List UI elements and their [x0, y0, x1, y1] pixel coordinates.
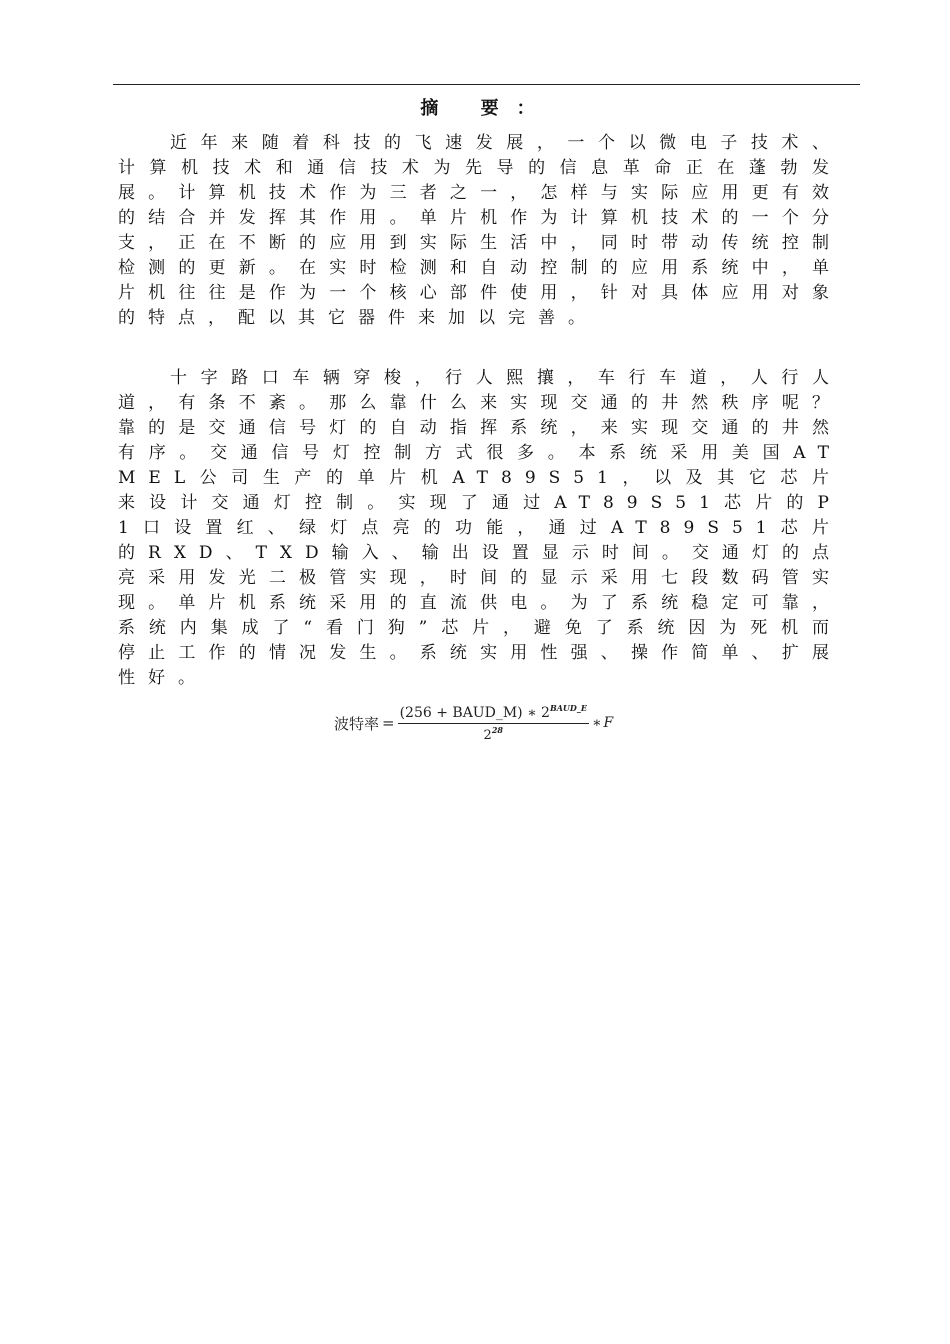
denominator-base: 2 [483, 728, 492, 743]
abstract-paragraph-1: 近年来随着科技的飞速发展，一个以微电子技术、计算机技术和通信技术为先导的信息革命正在蓬勃发展。计算机技术作为三者之一，怎样与实际应用更有效的结合并发挥其作用。单片机作为计算机技术的一个分支，正在不断的应用到实际生活中，同时带动传统控制检测的更新。在实时检测和自动控制的应用系统中，单片机往往是作为一个核心部件使用，针对具体应用对象的特点，配以其它器件来加以完善。 [118, 133, 842, 328]
header-rule [113, 84, 860, 85]
abstract-heading: 摘 要： [420, 98, 553, 119]
formula-fraction [398, 703, 589, 743]
formula-denominator [484, 724, 503, 743]
numerator-base: (256 + BAUD_M) ∗ 2 [399, 705, 550, 721]
formula-tail-variable: F [603, 715, 614, 731]
abstract-paragraph-2: 十字路口车辆穿梭，行人熙攘，车行车道，人行人道，有条不紊。那么靠什么来实现交通的井然秩序呢？靠的是交通信号灯的自动指挥系统，来实现交通的井然有序。交通信号灯控制方式很多。本系统采用美国ATMEL公司生产的单片机AT89S51，以及其它芯片来设计交通灯控制。实现了通过AT89S51芯片的P1口设置红、绿灯点亮的功能，通过AT89S51芯片的RXD、TXD输入、输出设置显示时间。交通灯的点亮采用发光二极管实现，时间的显示采用七段数码管实现。单片机系统采用的直流供电。为了系统稳定可靠，系统内集成了“看门狗”芯片，避免了系统因为死机而停止工作的情况发生。系统实用性强、操作简单、扩展性好。 [118, 368, 842, 688]
formula-equals: = [382, 714, 395, 732]
denominator-exponent: 28 [491, 725, 503, 735]
formula-tail-operator: ∗ [591, 715, 602, 731]
baud-rate-formula [334, 703, 613, 743]
numerator-exponent: BAUD_E [549, 703, 587, 713]
formula-lhs: 波特率 [334, 714, 380, 733]
formula-numerator [398, 703, 589, 723]
